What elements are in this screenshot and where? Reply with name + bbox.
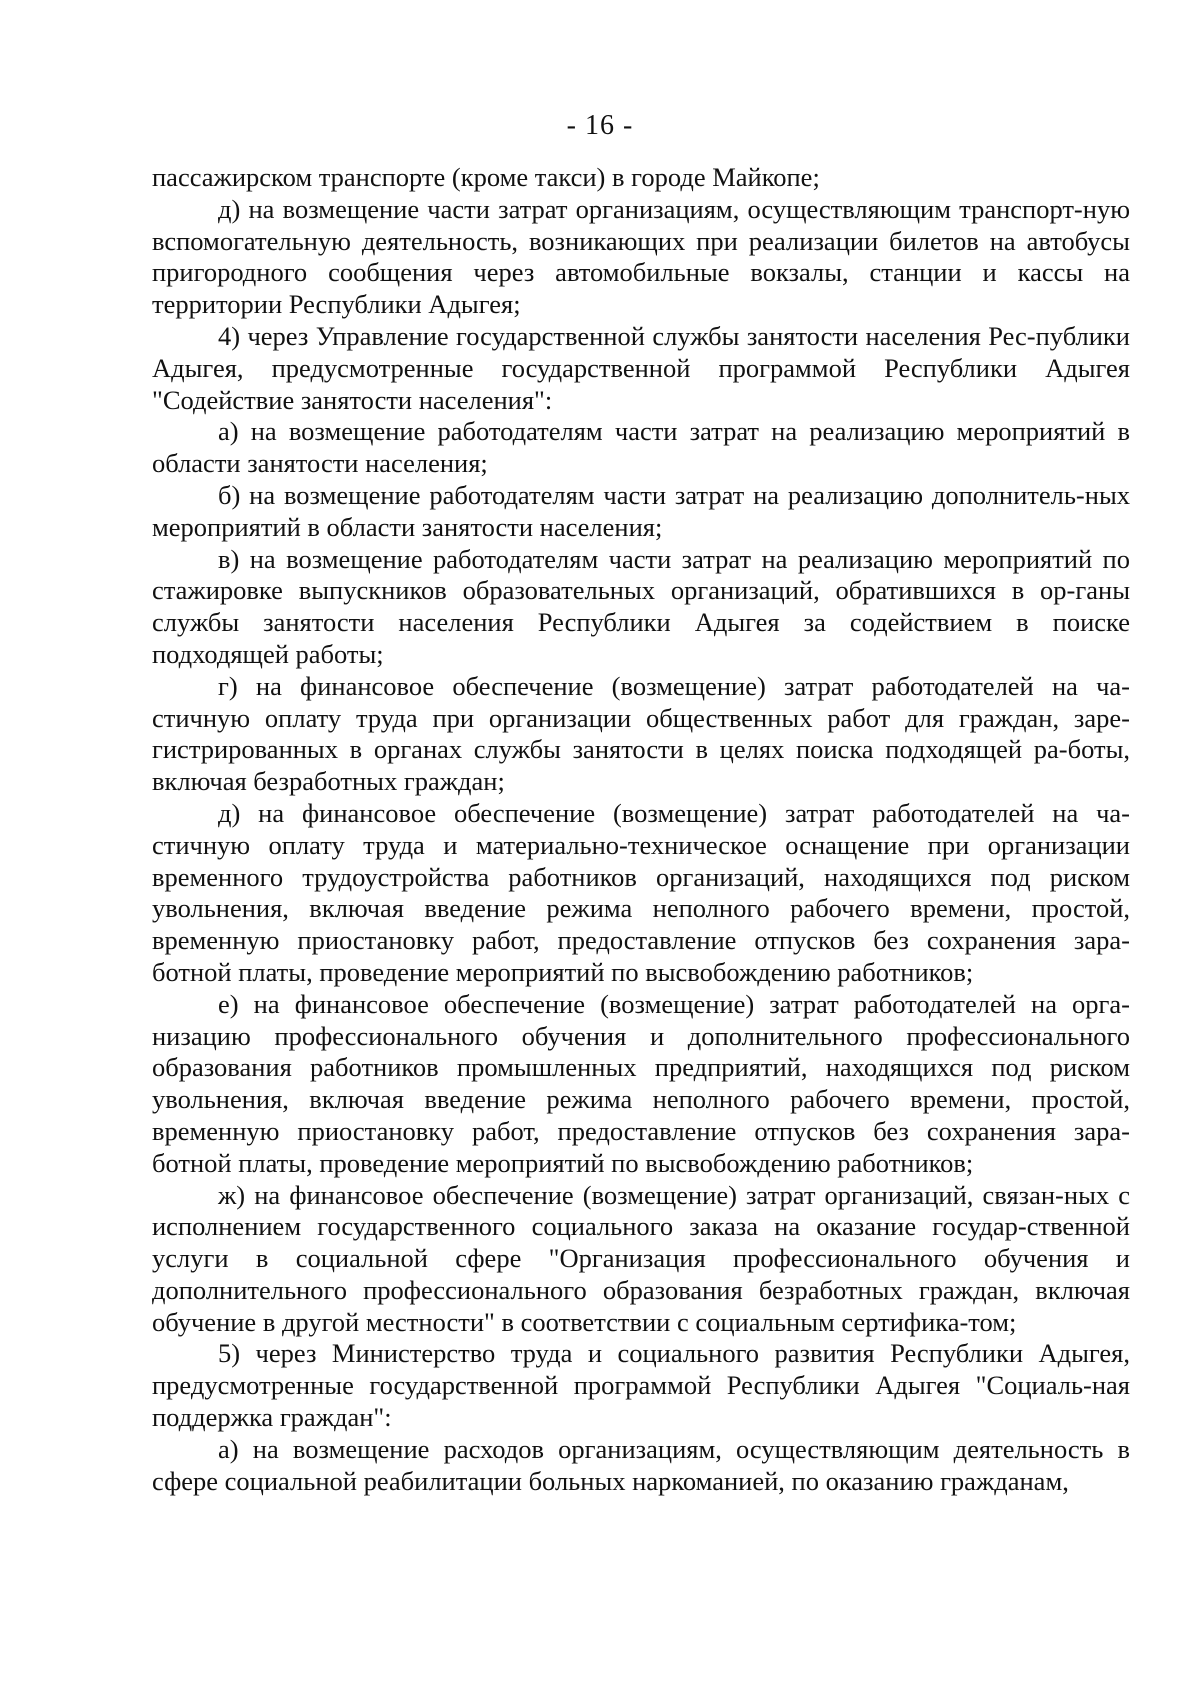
page-number: - 16 - bbox=[566, 110, 634, 141]
paragraph-item-a-rehabilitation: а) на возмещение расходов организациям, осуществляющим деятельность в сфере социальной реабилитации больных наркоманией, по оказанию гражданам, bbox=[152, 1433, 1130, 1496]
paragraph-item-e-professional-training: е) на финансовое обеспечение (возмещение) затрат работодателей на орга-низацию профессионального обучения и дополнительного профессионального образования работников промышленных предприятий, находящихся под риском увольнения, включая введение режима неполного рабочего времени, простой, временную приостановку работ, предоставление отпусков без сохранения зара-ботной платы, проведение мероприятий по высвобождению работников; bbox=[152, 988, 1130, 1178]
paragraph-item-d-transport: д) на возмещение части затрат организациям, осуществляющим транспорт-ную вспомогательную деятельность, возникающих при реализации билетов на автобусы пригородного сообщения через автомобильные вокзалы, станции и кассы на территории Республики Адыгея; bbox=[152, 193, 1130, 320]
paragraph-item-4-employment-service: 4) через Управление государственной службы занятости населения Рес-публики Адыгея, предусмотренные государственной программой Республики Адыгея "Содействие занятости населения": bbox=[152, 320, 1130, 415]
paragraph-item-d-temporary-employment: д) на финансовое обеспечение (возмещение) затрат работодателей на ча-стичную оплату труда и материально-техническое оснащение при организации временного трудоустройства работников организаций, находящихся под риском увольнения, включая введение режима неполного рабочего времени, простой, временную приостановку работ, предоставление отпусков без сохранения зара-ботной платы, проведение мероприятий по высвобождению работников; bbox=[152, 797, 1130, 987]
body-text bbox=[152, 162, 1130, 1497]
paragraph-item-v-internship: в) на возмещение работодателям части затрат на реализацию мероприятий по стажировке выпускников образовательных организаций, обратившихся в ор-ганы службы занятости населения Республики Адыгея за содействием в поиске подходящей работы; bbox=[152, 543, 1130, 669]
paragraph-item-b-additional-measures: б) на возмещение работодателям части затрат на реализацию дополнитель-ных мероприятий в области занятости населения; bbox=[152, 479, 1130, 542]
paragraph-continuation: пассажирском транспорте (кроме такси) в городе Майкопе; bbox=[152, 162, 820, 192]
paragraph-item-g-public-works: г) на финансовое обеспечение (возмещение) затрат работодателей на ча-стичную оплату труда при организации общественных работ для граждан, заре-гистрированных в органах службы занятости в целях поиска подходящей ра-боты, включая безработных граждан; bbox=[152, 670, 1130, 797]
paragraph-item-5-ministry-labour: 5) через Министерство труда и социального развития Республики Адыгея, предусмотренные государственной программой Республики Адыгея "Социаль-ная поддержка граждан": bbox=[152, 1338, 1130, 1433]
paragraph-item-zh-social-order: ж) на финансовое обеспечение (возмещение) затрат организаций, связан-ных с исполнением государственного социального заказа на оказание государ-ственной услуги в социальной сфере "Организация профессионального обучения и дополнительного профессионального образования безработных граждан, включая обучение в другой местности" в соответствии с социальным сертифика-том; bbox=[152, 1179, 1130, 1337]
paragraph-item-a-employment: а) на возмещение работодателям части затрат на реализацию мероприятий в области занятости населения; bbox=[152, 416, 1130, 479]
